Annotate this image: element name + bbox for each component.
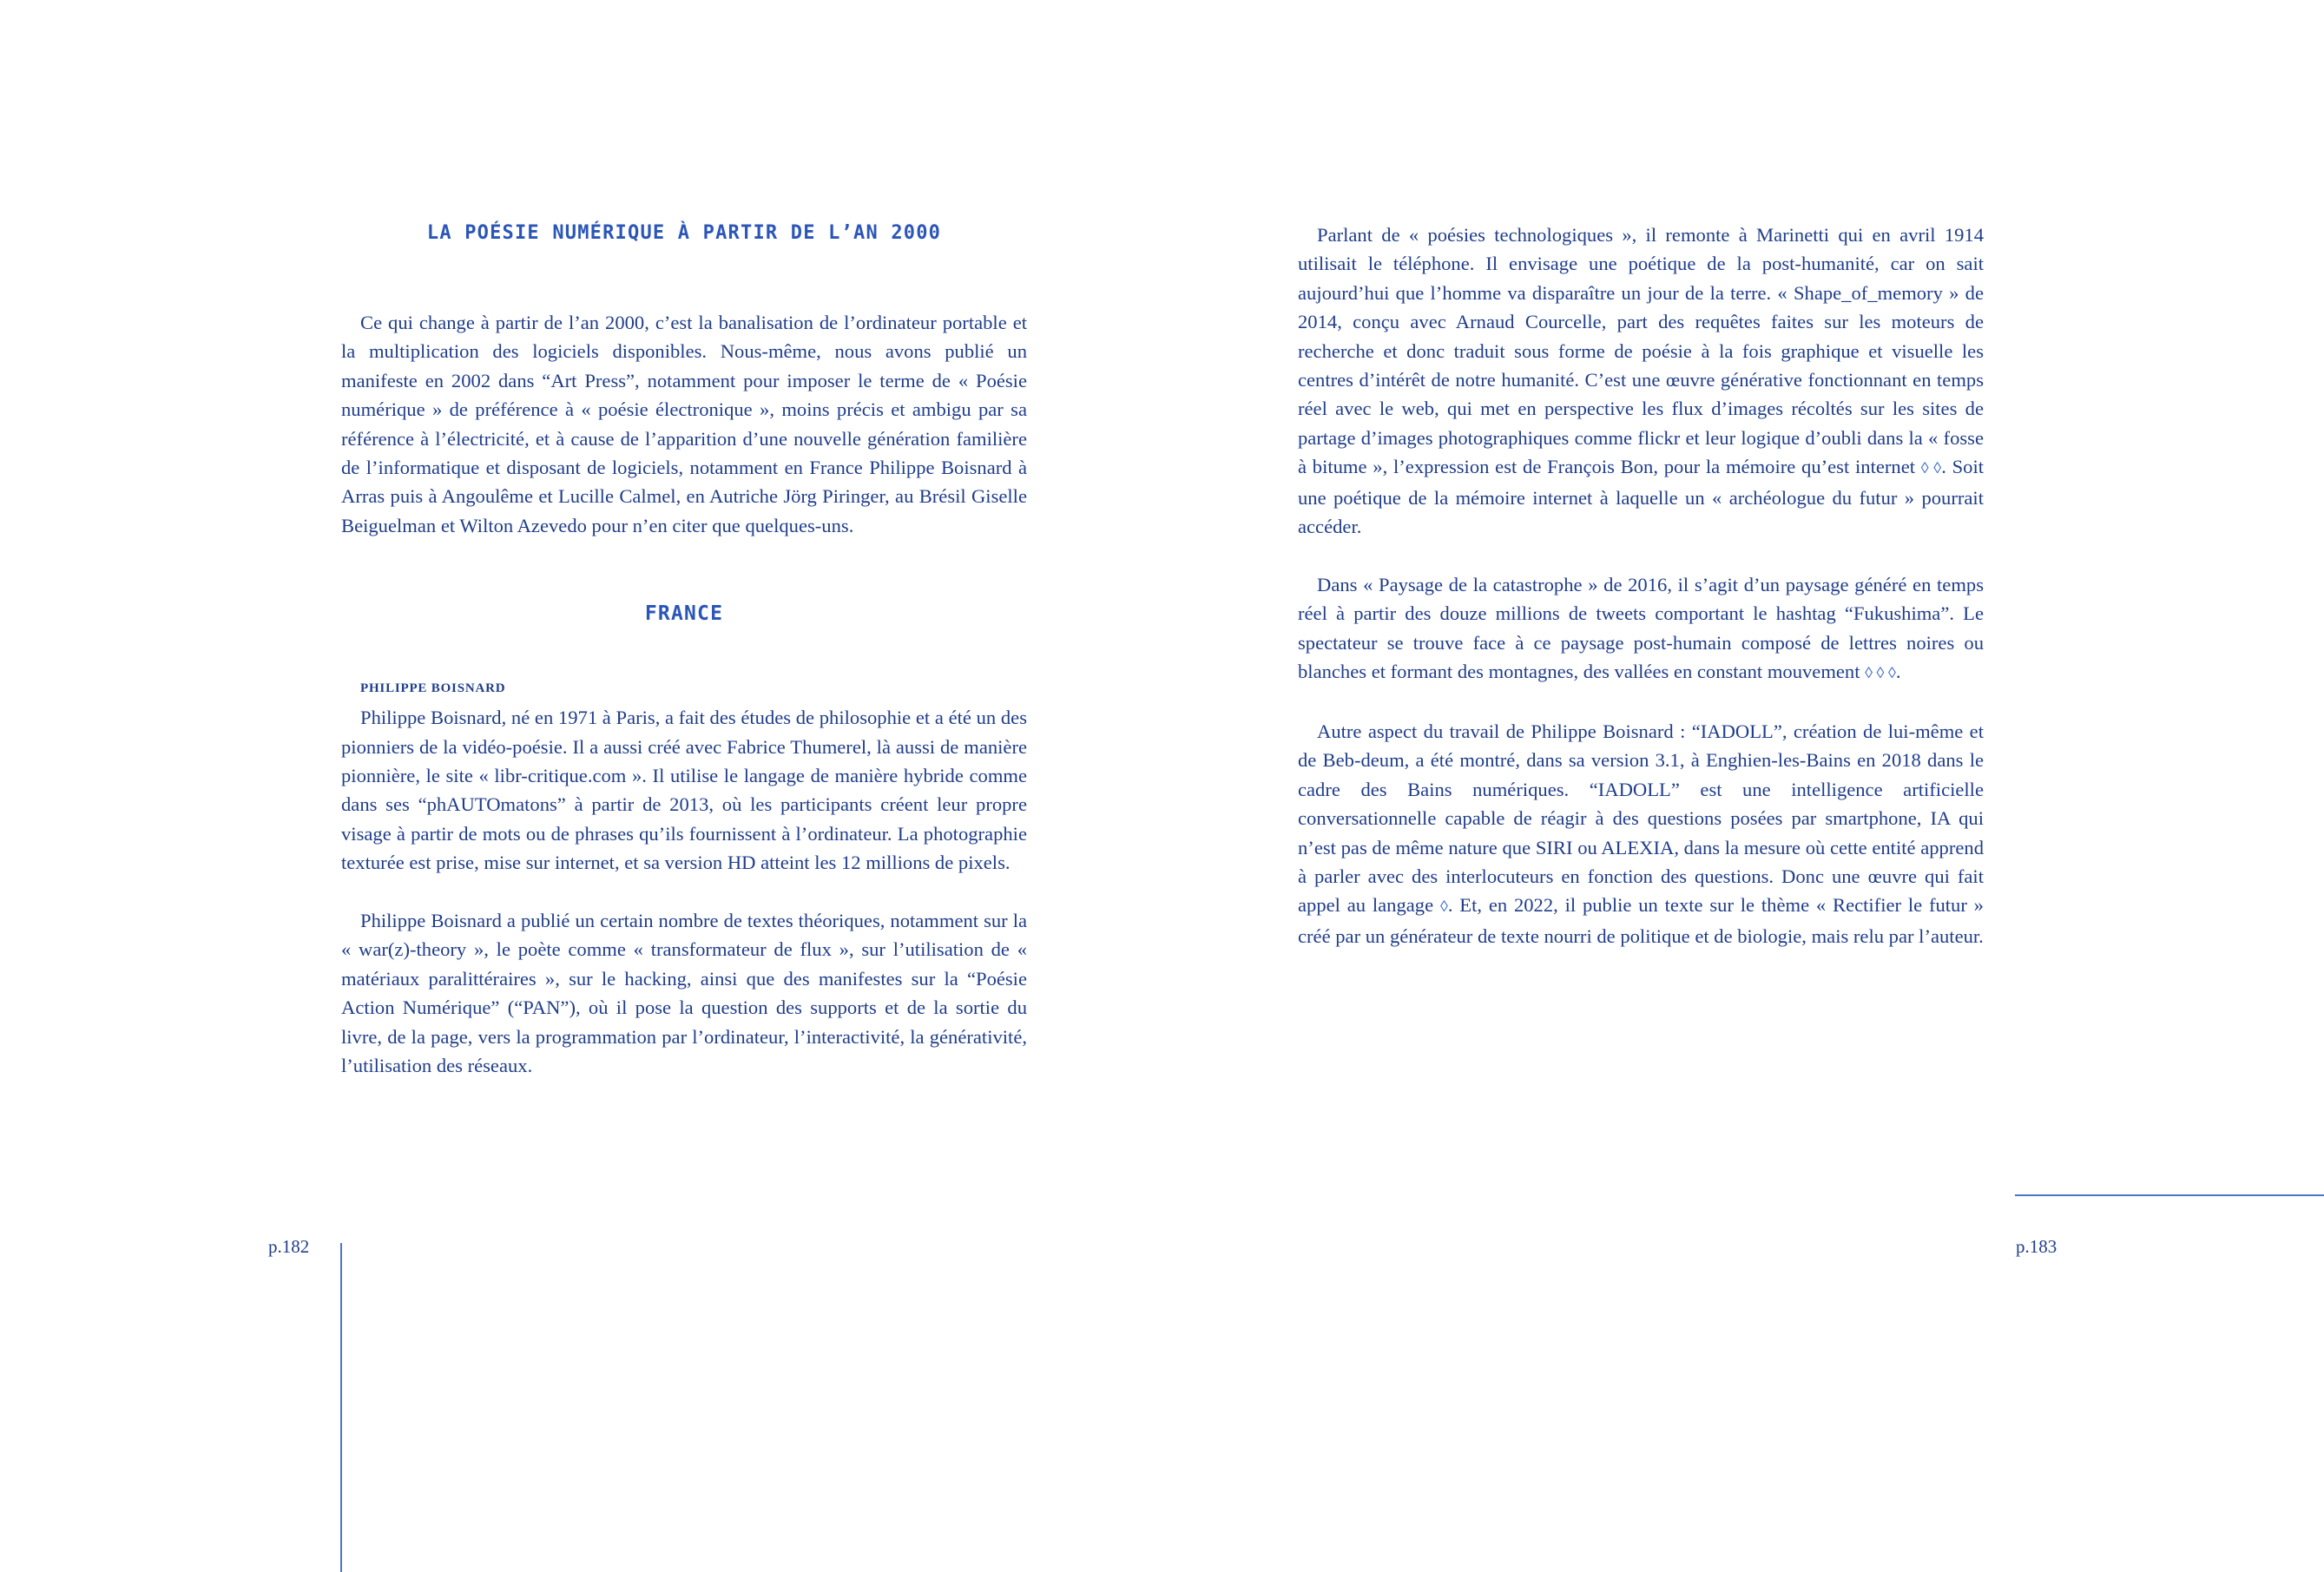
intro-paragraph: Ce qui change à partir de l’an 2000, c’est la banalisation de l’ordinateur portable et la multiplication des logiciels disponibles. Nous-même, nous avons publié un manifeste en 2002 dans “Art Press”, notamment pour imposer le terme de « Poésie numérique » de préférence à « poésie électronique », moins précis et ambigu par sa référence à l’électricité, et à cause de l’apparition d’une nouvelle génération familière de l’informatique et disposant de logiciels, notamment en France Philippe Boisnard à Arras puis à Angoulême et Lucille Calmel, en Autriche Jörg Piringer, au Brésil Giselle Beiguelman et Wilton Azevedo pour n’en citer que quelques-uns. (341, 312, 1027, 536)
right-text-column (1298, 220, 1984, 950)
paragraph-text: Dans « Paysage de la catastrophe » de 2016, il s’agit d’un paysage généré en temps réel à partir des douze millions de tweets comportant le hashtag “Fukushima”. Le spectateur se trouve face à ce paysage post-humain composé de lettres noires ou blanches et formant des montagnes, des vallées en constant mouvement (1298, 573, 1984, 683)
catastrophe-paragraph (1298, 570, 1984, 688)
page-title: LA POÉSIE NUMÉRIQUE À PARTIR DE L’AN 2000 (426, 222, 942, 244)
author-subheading: PHILIPPE BOISNARD (360, 681, 506, 696)
left-text-column (341, 308, 1027, 1081)
page-number-right: p.183 (2016, 1236, 2057, 1257)
horizontal-rule (2015, 1194, 2324, 1196)
technological-poetry-paragraph (1298, 220, 1984, 541)
paragraph-text: Parlant de « poésies technologiques », il remonte à Marinetti qui en avril 1914 utilisait le téléphone. Il envisage une poétique de la post-humanité, car on sait aujourd’hui que l’homme va disparaître un jour de la terre. « Shape_of_memory » de 2014, conçu avec Arnaud Courcelle, part des requêtes faites sur les moteurs de recherche et donc traduit sous forme de poésie à la fois graphique et visuelle les centres d’intérêt de notre humanité. C’est une œuvre générative fonctionnant en temps réel avec le web, qui met en perspective les flux d’images récoltés sur les sites de partage d’images photographiques comme flickr et leur logique d’oubli dans la « fosse à bitume », l’expression est de François Bon, pour la mémoire qu’est internet (1298, 224, 1984, 478)
section-title: FRANCE (644, 602, 724, 626)
paragraph-text: Autre aspect du travail de Philippe Boisnard : “IADOLL”, création de lui-même et de Beb-deum, a été montré, dans sa version 3.1, à Enghien-les-Bains en 2018 dans le cadre des Bains numériques. “IADOLL” est une intelligence artificielle conversationnelle capable de réagir à des questions posées par smartphone, IA qui n’est pas de même nature que SIRI ou ALEXIA, dans la mesure où cette entité apprend à parler avec des interlocuteurs en fonction des questions. Donc une œuvre qui fait appel au langage (1298, 720, 1984, 917)
biography-paragraph: Philippe Boisnard, né en 1971 à Paris, a fait des études de philosophie et a été un des pionniers de la vidéo-poésie. Il a aussi créé avec Fabrice Thumerel, là aussi de manière pionnière, le site « libr-critique.com ». Il utilise le langage de manière hybride comme dans ses “phAUTOmatons” à partir de 2013, où les participants créent leur propre visage à partir de mots ou de phrases qu’ils fournissent à l’ordinateur. La photographie texturée est prise, mise sur internet, et sa version HD atteint les 12 millions de pixels. (341, 707, 1027, 874)
vertical-rule (340, 1243, 342, 1572)
paragraph-text: . Et, en 2022, il publie un texte sur le thème « Rectifier le futur » créé par un générateur de texte nourri de politique et de biologie, mais relu par l’auteur. (1298, 894, 1984, 947)
paragraph-text: . Soit une poétique de la mémoire internet à laquelle un « archéologue du futur » pourrait accéder. (1298, 456, 1985, 538)
iadoll-paragraph (1298, 717, 1984, 950)
paragraph-text: . (1895, 661, 1901, 683)
right-page (1162, 0, 2324, 1572)
theory-paragraph: Philippe Boisnard a publié un certain nombre de textes théoriques, notamment sur la « war(z)-theory », le poète comme « transformateur de flux », sur l’utilisation de « matériaux paralittéraires », sur le hacking, ainsi que des manifestes sur la “Poésie Action Numérique” (“PAN”), où il pose la question des supports et de la sortie du livre, de la page, vers la programmation par l’ordinateur, l’interactivité, la générativité, l’utilisation des réseaux. (341, 910, 1027, 1077)
page-number-left: p.182 (268, 1236, 310, 1257)
reference-marker: ◊ ◊ (1920, 459, 1942, 477)
reference-marker: ◊ (1439, 898, 1448, 916)
reference-marker: ◊ ◊ ◊ (1865, 664, 1896, 682)
